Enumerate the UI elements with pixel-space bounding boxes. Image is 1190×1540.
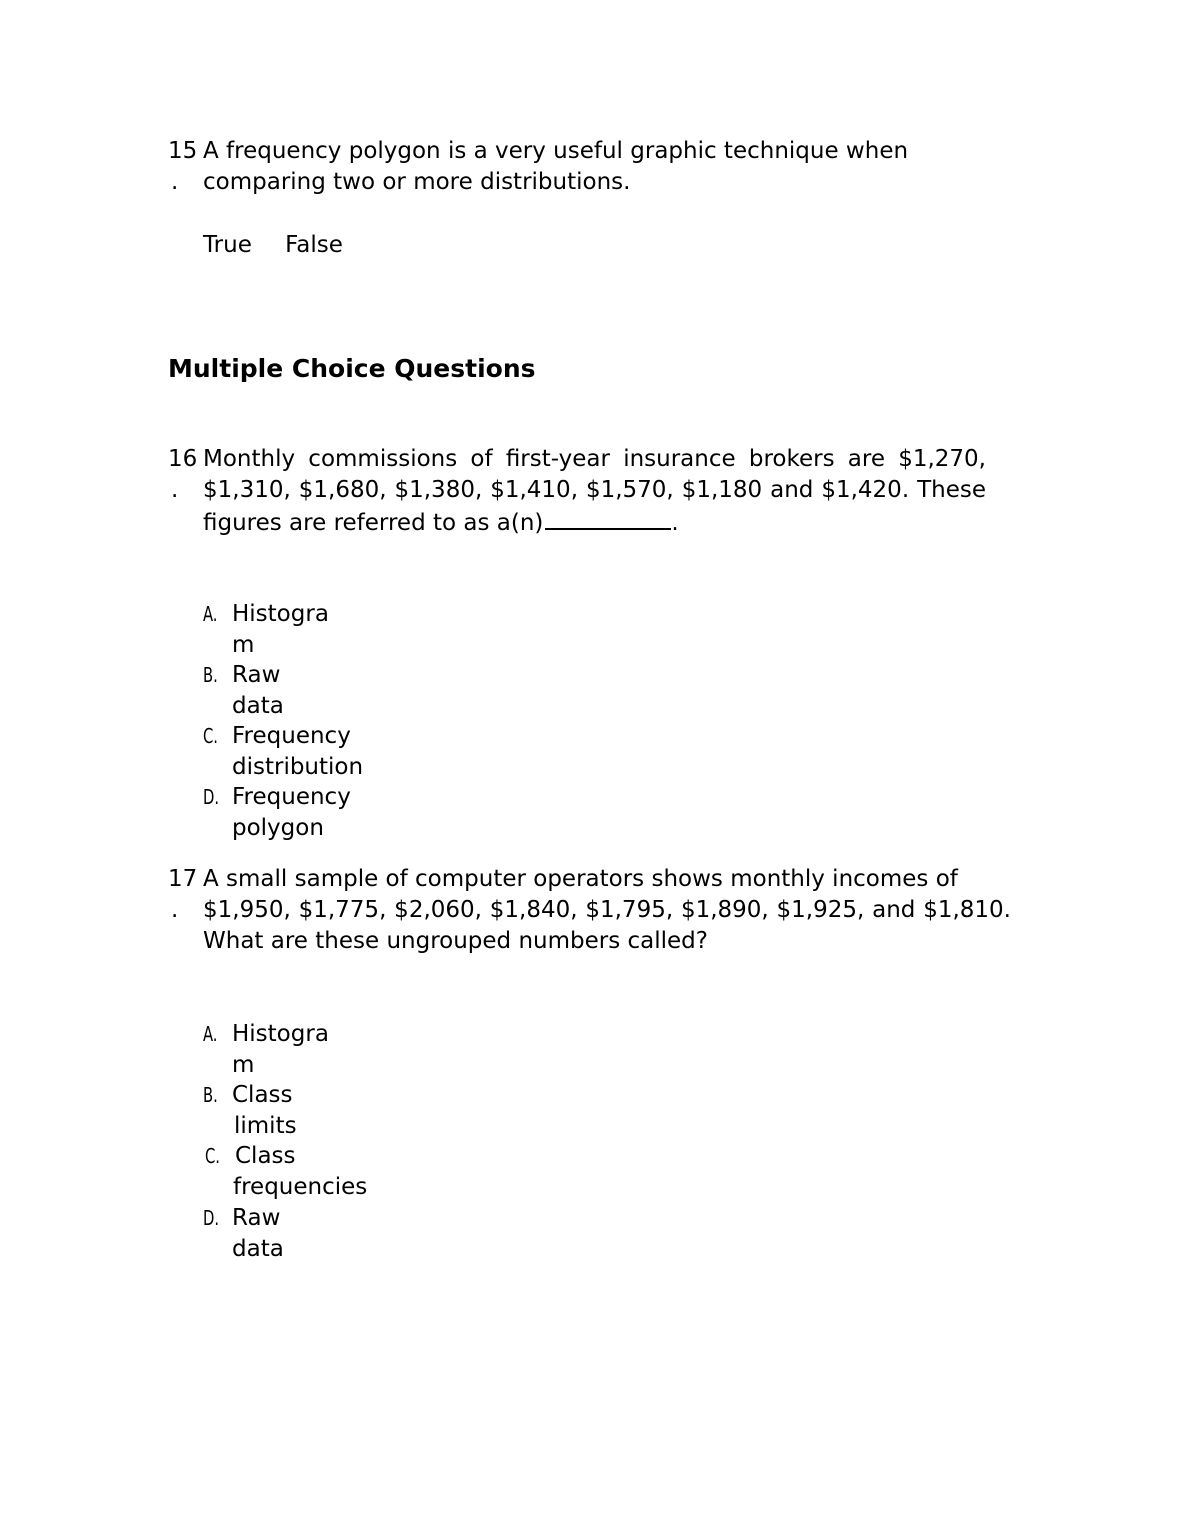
option-line: Raw	[232, 662, 281, 688]
option-line: Histogra	[232, 1021, 329, 1047]
option-text	[232, 1019, 329, 1081]
false-option[interactable]: False	[285, 232, 343, 258]
question-number: 15	[168, 138, 198, 164]
option-text	[232, 782, 351, 844]
option-text	[232, 1203, 284, 1265]
option-line: m	[232, 1052, 255, 1078]
option-line: distribution	[232, 754, 364, 780]
option-letter: B.	[203, 663, 218, 687]
option-text	[235, 1141, 367, 1203]
option-line: Frequency	[232, 784, 351, 810]
section-title: Multiple Choice Questions	[168, 354, 536, 383]
option-line: polygon	[232, 815, 324, 841]
option-line: Class	[235, 1143, 296, 1169]
question-line: A frequency polygon is a very useful graphic technique when	[203, 138, 909, 164]
option-letter: C.	[205, 1144, 220, 1168]
option-line: data	[232, 693, 284, 719]
option-text	[232, 599, 329, 661]
question-line: $1,950, $1,775, $2,060, $1,840, $1,795, $1,890, $1,925, and $1,810.	[203, 897, 1011, 923]
true-option[interactable]: True	[203, 232, 252, 258]
question-line-end: .	[671, 510, 679, 536]
option-letter: D.	[203, 785, 220, 809]
option-line: frequencies	[233, 1174, 368, 1200]
question-number-dot: .	[171, 477, 179, 503]
question-line: comparing two or more distributions.	[203, 169, 631, 195]
question-number: 16	[168, 446, 198, 472]
option-text	[232, 1080, 297, 1142]
question-line: $1,310, $1,680, $1,380, $1,410, $1,570, $1,180 and $1,420. These	[203, 477, 986, 503]
option-line: m	[232, 632, 255, 658]
option-letter: C.	[203, 724, 218, 748]
question-number-dot: .	[171, 897, 179, 923]
true-false-options	[203, 230, 343, 261]
question-line: A small sample of computer operators shows monthly incomes of	[203, 866, 958, 892]
question-number: 17	[168, 866, 198, 892]
question-15-text	[203, 136, 963, 198]
question-16-text	[203, 444, 986, 539]
question-line-text: figures are referred to as a(n)	[203, 510, 544, 536]
question-16-number	[168, 444, 204, 506]
question-line: What are these ungrouped numbers called?	[203, 928, 708, 954]
option-text	[232, 721, 363, 783]
option-letter: D.	[203, 1206, 220, 1230]
option-letter: A.	[203, 602, 218, 626]
question-15-number	[168, 136, 204, 198]
option-letter: B.	[203, 1083, 218, 1107]
question-number-dot: .	[171, 169, 179, 195]
option-line: data	[232, 1236, 284, 1262]
option-line: Raw	[232, 1205, 281, 1231]
option-line: Histogra	[232, 601, 329, 627]
answer-blank	[545, 506, 671, 530]
question-17-text	[203, 864, 1011, 957]
option-line: Class	[232, 1082, 293, 1108]
option-line: limits	[234, 1113, 297, 1139]
option-line: Frequency	[232, 723, 351, 749]
option-text	[232, 660, 284, 722]
question-line	[203, 506, 986, 539]
question-17-number	[168, 864, 204, 926]
option-letter: A.	[203, 1022, 218, 1046]
question-line: Monthly commissions of first-year insurance brokers are $1,270,	[203, 446, 986, 472]
